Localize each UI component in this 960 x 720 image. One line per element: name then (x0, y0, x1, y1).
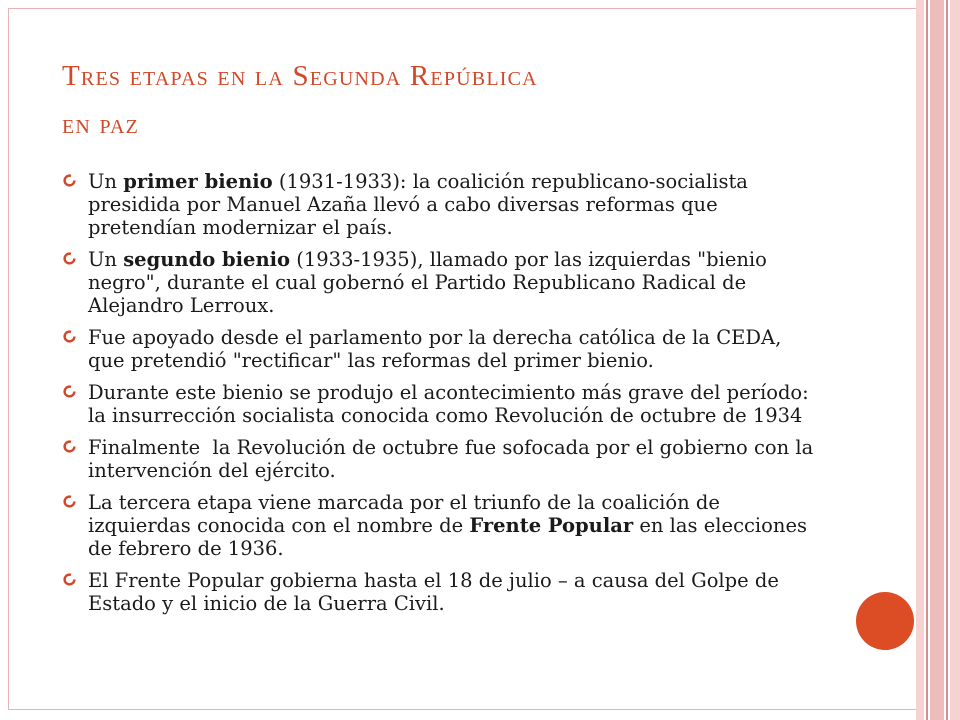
slide-title (62, 52, 862, 148)
ring-bullet-icon (62, 329, 77, 344)
ring-bullet-icon (62, 251, 77, 266)
bullet-item-4 (60, 381, 820, 427)
bullet-text: Finalmente la Revolución de octubre fue sofocada por el gobierno con la intervención del ejército. (88, 436, 820, 482)
bullet-text-pre: Un (88, 170, 124, 193)
stripe (950, 0, 960, 720)
title-line-1: Tres etapas en la Segunda República (62, 60, 538, 92)
decorative-circle (856, 592, 914, 650)
bullet-item-7 (60, 569, 820, 615)
bullet-item-6 (60, 491, 820, 560)
stripe (930, 0, 944, 720)
ring-bullet-icon (62, 384, 77, 399)
bullet-text-post: en las elecciones de febrero de 1936. (88, 514, 807, 560)
slide-content (60, 170, 820, 624)
bullet-item-2 (60, 248, 820, 317)
bullet-text-post: (1931-1933): la coalición republicano-socialista presidida por Manuel Azaña llevó a cabo diversas reformas que pretendían modernizar el país. (88, 170, 748, 239)
bullet-list (60, 170, 820, 615)
bullet-text: Durante este bienio se produjo el acontecimiento más grave del período: la insurrección socialista conocida como Revolución de octubre de 1934 (88, 381, 809, 427)
bullet-text-post: (1933-1935), llamado por las izquierdas "bienio negro", durante el cual gobernó el Partido Republicano Radical de Alejandro Lerroux. (88, 248, 767, 317)
ring-bullet-icon (62, 494, 77, 509)
bullet-item-5 (60, 436, 820, 482)
bullet-text-pre: La tercera etapa viene marcada por el triunfo de la coalición de izquierdas conocida con el nombre de (88, 491, 720, 537)
bullet-item-1 (60, 170, 820, 239)
stripe (916, 0, 924, 720)
decorative-stripes (916, 0, 960, 720)
bullet-text-bold: segundo bienio (123, 248, 291, 271)
bullet-text-bold: Frente Popular (469, 514, 634, 537)
bullet-text: El Frente Popular gobierna hasta el 18 de julio – a causa del Golpe de Estado y el inicio de la Guerra Civil. (88, 569, 779, 615)
ring-bullet-icon (62, 439, 77, 454)
bullet-text: Fue apoyado desde el parlamento por la derecha católica de la CEDA, que pretendió "rectificar" las reformas del primer bienio. (88, 326, 782, 372)
ring-bullet-icon (62, 572, 77, 587)
ring-bullet-icon (62, 173, 77, 188)
bullet-text-pre: Un (88, 248, 124, 271)
bullet-item-3 (60, 326, 820, 372)
stripe (946, 0, 948, 720)
title-line-2: en paz (62, 108, 140, 140)
stripe (926, 0, 928, 720)
bullet-text-bold: primer bienio (123, 170, 273, 193)
